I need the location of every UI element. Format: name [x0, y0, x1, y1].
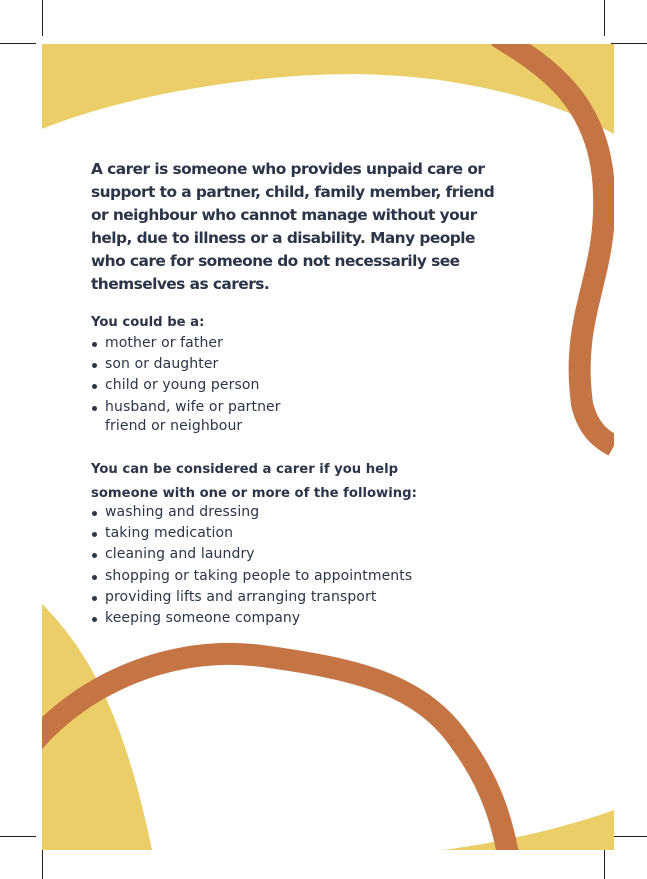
list-item: friend or neighbour [105, 417, 243, 434]
list-item: shopping or taking people to appointments [91, 566, 412, 587]
crop-mark [42, 0, 43, 36]
leaflet-content [91, 158, 511, 626]
crop-mark [611, 43, 647, 44]
considered-list [91, 502, 412, 629]
crop-mark [0, 43, 36, 44]
bottom-right-yellow-shape [442, 810, 614, 850]
could-be-heading: You could be a: [91, 315, 205, 330]
could-be-list [91, 333, 281, 437]
list-item: husband, wife or partner [91, 397, 281, 418]
crop-mark [611, 836, 647, 837]
list-item: keeping someone company [91, 608, 412, 629]
leaflet-page [42, 44, 614, 850]
list-item: son or daughter [91, 354, 281, 375]
considered-heading: You can be considered a carer if you help someone with one or more of the following: [91, 462, 417, 501]
list-item: cleaning and laundry [91, 544, 412, 565]
crop-mark [604, 0, 605, 36]
list-item: child or young person [91, 375, 281, 396]
list-item: taking medication [91, 523, 412, 544]
list-item: mother or father [91, 333, 281, 354]
list-item: providing lifts and arranging transport [91, 587, 412, 608]
crop-mark [0, 836, 36, 837]
list-item: washing and dressing [91, 502, 412, 523]
intro-paragraph: A carer is someone who provides unpaid care or support to a partner, child, family member, friend or neighbour who cannot manage without your help, due to illness or a disability. Many people who care for someone do not necessarily see themselves as carers. [91, 160, 495, 293]
